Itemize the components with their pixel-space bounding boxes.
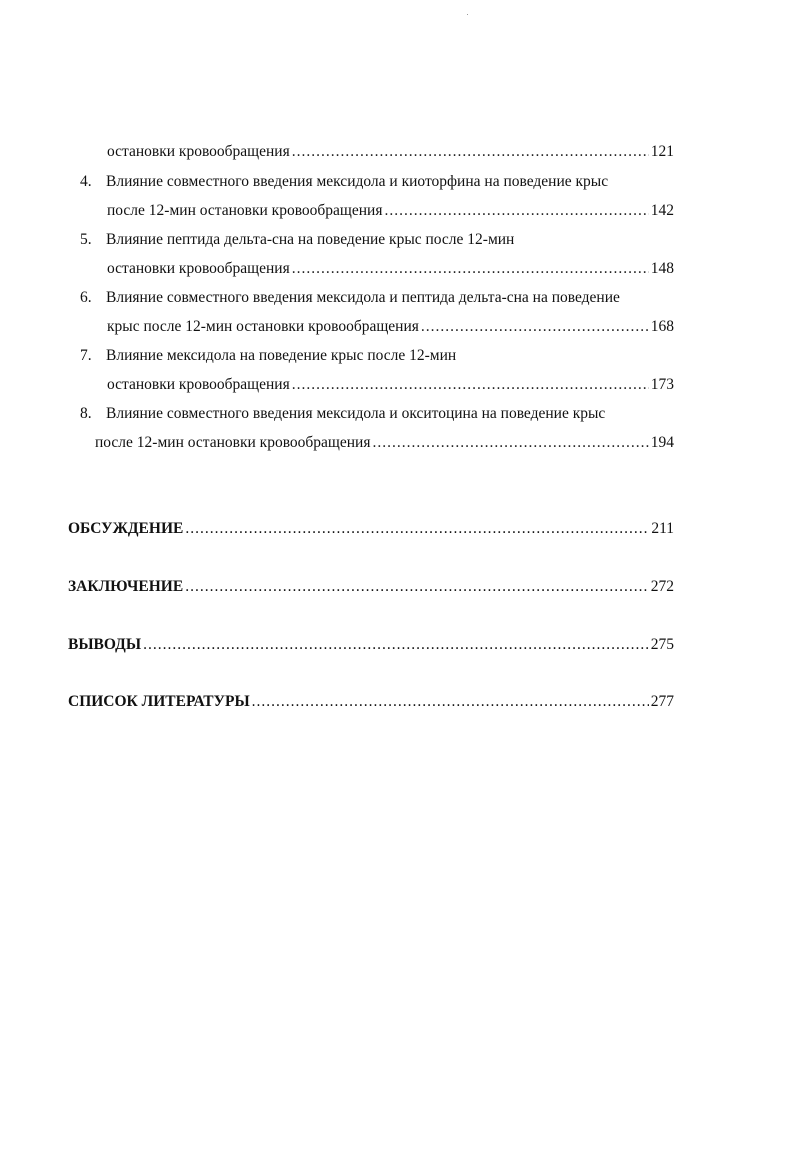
toc-entry-text: Влияние совместного введения мексидола и пептида дельта-сна на поведение — [106, 289, 620, 306]
dot-leader — [384, 201, 648, 221]
toc-entry-text: остановки кровообращения — [107, 143, 290, 160]
toc-section-title: СПИСОК ЛИТЕРАТУРЫ — [68, 693, 250, 710]
toc-entry-text: крыс после 12-мин остановки кровообращения — [107, 318, 419, 335]
toc-entry-8-line2 — [95, 433, 674, 453]
toc-entry-6-line1 — [80, 288, 620, 308]
dot-leader — [292, 142, 649, 162]
toc-entry-number: 7. — [80, 347, 92, 364]
dot-leader — [292, 259, 649, 279]
toc-entry-6-line2 — [107, 317, 674, 337]
toc-section-title: ОБСУЖДЕНИЕ — [68, 520, 184, 537]
toc-section-title: ЗАКЛЮЧЕНИЕ — [68, 578, 184, 595]
dot-leader — [421, 317, 649, 337]
toc-entry-4-line2 — [107, 201, 674, 221]
toc-page-number: 277 — [650, 693, 674, 710]
toc-section-title: ВЫВОДЫ — [68, 636, 142, 653]
toc-entry-4-line1 — [80, 172, 608, 192]
toc-entry-text: Влияние совместного введения мексидола и окситоцина на поведение крыс — [106, 405, 606, 422]
toc-page-number: 272 — [650, 578, 674, 595]
toc-entry-8-line1 — [80, 404, 605, 424]
toc-entry-3-continuation — [107, 142, 674, 162]
toc-page-number: 168 — [650, 318, 674, 335]
toc-section-references — [68, 692, 674, 712]
toc-page-number: 275 — [650, 636, 674, 653]
toc-page-number: 121 — [650, 143, 674, 160]
toc-page-number: 148 — [650, 260, 674, 277]
dot-leader — [252, 692, 649, 712]
dot-leader — [143, 635, 649, 655]
toc-section-conclusion — [68, 577, 674, 597]
dot-leader — [185, 577, 649, 597]
toc-page-number: 194 — [650, 434, 674, 451]
toc-entry-number: 5. — [80, 231, 92, 248]
toc-entry-number: 6. — [80, 289, 92, 306]
toc-page-number: 211 — [651, 520, 674, 537]
toc-entry-5-line1 — [80, 230, 514, 250]
toc-entry-text: после 12-мин остановки кровообращения — [107, 202, 383, 219]
toc-entry-text: после 12-мин остановки кровообращения — [95, 434, 371, 451]
toc-section-discussion — [68, 519, 674, 539]
toc-page-number: 173 — [650, 376, 674, 393]
toc-entry-number: 4. — [80, 173, 92, 190]
dot-leader — [185, 519, 649, 539]
toc-entry-5-line2 — [107, 259, 674, 279]
dot-leader — [372, 433, 648, 453]
dot-leader — [292, 375, 649, 395]
toc-entry-text: Влияние совместного введения мексидола и киоторфина на поведение крыс — [106, 173, 609, 190]
toc-page-number: 142 — [650, 202, 674, 219]
toc-entry-text: Влияние мексидола на поведение крыс после 12-мин — [106, 347, 457, 364]
toc-entry-text: Влияние пептида дельта-сна на поведение крыс после 12-мин — [106, 231, 515, 248]
toc-entry-text: остановки кровообращения — [107, 260, 290, 277]
toc-entry-number: 8. — [80, 405, 92, 422]
toc-entry-text: остановки кровообращения — [107, 376, 290, 393]
toc-entry-7-line1 — [80, 346, 456, 366]
scan-speck — [467, 14, 468, 15]
toc-entry-7-line2 — [107, 375, 674, 395]
toc-section-findings — [68, 635, 674, 655]
